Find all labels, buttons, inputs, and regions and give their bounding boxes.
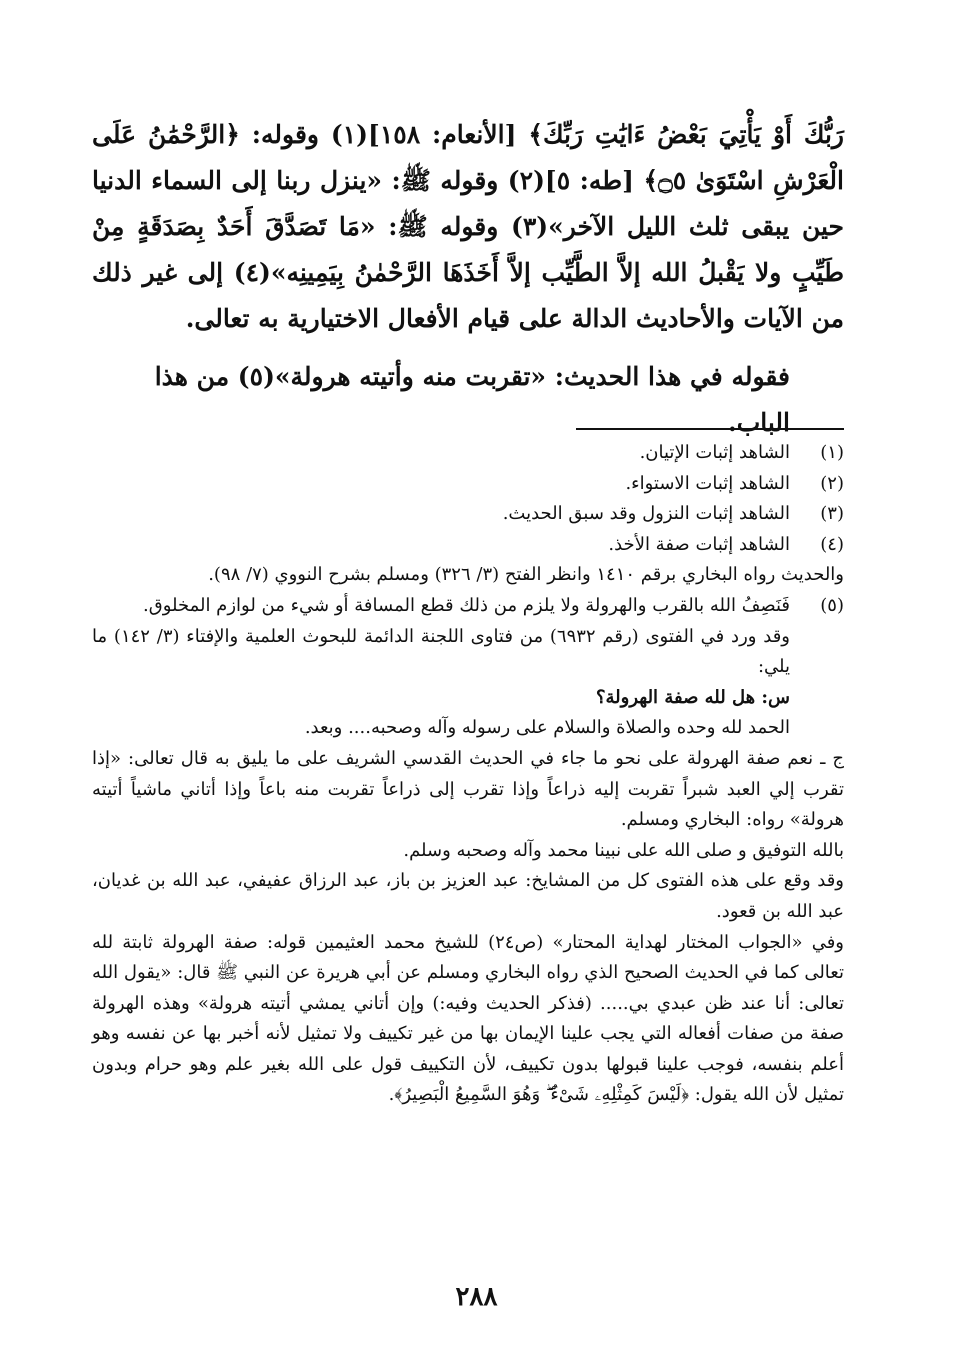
footnote-number: (٥): [820, 594, 844, 616]
page-number: ٢٨٨: [455, 1282, 498, 1312]
footnote-number: (٤): [820, 533, 844, 555]
footnote-4: [92, 530, 844, 561]
footnote-5: [92, 591, 844, 622]
footnote-text: فَنَصِفُ الله بالقرب والهرولة ولا يلزم من ذلك قطع المسافة أو شيء من لوازم المخلوق.: [143, 594, 790, 616]
footnote-text: الشاهد إثبات صفة الأخذ.: [608, 533, 790, 555]
footnotes: [92, 438, 844, 1111]
footnote-text: الشاهد إثبات الإتيان.: [639, 442, 790, 463]
footnote-3: [92, 499, 844, 530]
fatwa-block: [92, 622, 844, 744]
fatwa-praise: الحمد لله وحده والصلاة والسلام على رسوله وآله وصحبه.... وبعد.: [304, 717, 790, 739]
footnote-separator: [576, 428, 844, 430]
fatwa-intro: وقد ورد في الفتوى (رقم ٦٩٣٢) من فتاوى اللجنة الدائمة للبحوث العلمية والإفتاء (٣/ ١٤٢) ما يلي:: [92, 625, 790, 678]
footnote-text: الشاهد إثبات الاستواء.: [625, 472, 790, 494]
fatwa-closing: بالله التوفيق و صلى الله على نبينا محمد وآله وصحبه وسلم.: [403, 839, 844, 861]
main-paragraph-2: فقوله في هذا الحديث: «تقربت منه وأتيته هرولة»(٥) من هذا الباب.: [154, 362, 790, 437]
footnote-text: الشاهد إثبات النزول وقد سبق الحديث.: [502, 503, 790, 525]
fatwa-signers: وقد وقع على هذه الفتوى كل من المشايخ: عبد العزيز بن باز، عبد الرزاق عفيفي، عبد الله بن غديان، عبد الله بن قعود.: [92, 870, 844, 922]
footnote-number: (١): [820, 442, 844, 463]
main-text: [92, 112, 844, 446]
footnote-1: [92, 438, 844, 469]
footnote-number: (٢): [820, 472, 844, 494]
fatwa-question: س: هل لله صفة الهرولة؟: [595, 686, 790, 708]
footnote-4-continuation: والحديث رواه البخاري برقم ١٤١٠ وانظر الفتح (٣/ ٣٢٦) ومسلم بشرح النووي (٧/ ٩٨).: [208, 564, 844, 586]
main-paragraph-1: رَبُّكَ أَوْ يَأْتِيَ بَعْضُ ءَايَٰتِ رَبِّكَ﴾ [الأنعام: ١٥٨](١) وقوله: ﴿الرَّحْمَٰنُ عَلَى الْعَرْشِ اسْتَوَىٰ ۝٥﴾ [طه: ٥](٢) وقوله ﷺ: «ينزل ربنا إلى السماء الدنيا حين يبقى ثلث الليل الآخر»(٣) وقوله ﷺ: «مَا تَصَدَّقَ أَحَدٌ بِصَدَقَةٍ مِنْ طَيِّبٍ ولا يَقْبلُ الله إلاَّ الطَّيِّب إلاَّ أَخَذَهَا الرَّحْمٰنُ بِيَمِينِه»(٤) إلى غير ذلك من الآيات والأحاديث الدالة على قيام الأفعال الاختيارية به تعالى.: [92, 120, 844, 333]
fatwa-answer: ج ـ نعم صفة الهرولة على نحو ما جاء في الحديث القدسي الشريف على ما يليق به قال تعالى: «إذا تقرب إلي العبد شبراً تقربت إليه ذراعاً وإذا تقرب إلى ذراعاً تقربت منه باعاً وإذا أتاني ماشياً أتيته هرولة» رواه: البخاري ومسلم.: [92, 747, 845, 831]
footnote-number: (٣): [820, 503, 844, 525]
footnote-2: [92, 469, 844, 500]
uthaymeen-quote: وفي «الجواب المختار لهداية المحتار» (ص٢٤) للشيخ محمد العثيمين قوله: صفة الهرولة ثابتة لله تعالى كما في الحديث الصحيح الذي رواه البخاري ومسلم عن أبي هريرة عن النبي ﷺ قال: «يقول الله تعالى: أنا عند ظن عبدي بي..... (فذكر الحديث وفيه:) وإن أتاني يمشي أتيته هرولة» وهذه الهرولة صفة من صفات أفعاله التي يجب علينا الإيمان بها من غير تكييف ولا تمثيل لأنه أخبر بها عن نفسه وهو أعلم بنفسه، فوجب علينا قبولها بدون تكييف، لأن التكييف قول على الله بغير علم وهو حرام وبدون تمثيل لأن الله يقول: ﴿لَيْسَ كَمِثْلِهِۦ شَىْءٌ ۖ وَهُوَ السَّمِيعُ الْبَصِيرُ﴾.: [92, 931, 844, 1106]
